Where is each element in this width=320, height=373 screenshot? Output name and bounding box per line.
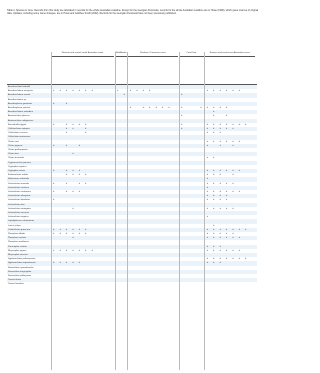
species-name: Ischnochiton elongatus — [8, 195, 31, 198]
presence-mark: + — [65, 227, 68, 231]
species-name: Acanthopleura gemmata — [8, 102, 32, 105]
presence-mark: + — [238, 227, 241, 231]
presence-mark: + — [238, 139, 241, 143]
presence-mark: + — [72, 261, 74, 265]
species-name: Ischnochiton australis — [8, 182, 30, 185]
column-header — [245, 60, 248, 83]
presence-mark: + — [161, 106, 164, 109]
presence-mark: + — [225, 127, 228, 130]
species-name: Chiton jugosus — [8, 144, 23, 147]
column-header — [149, 60, 152, 83]
presence-mark: + — [225, 257, 228, 261]
species-name: Ischnochiton virgatus — [8, 216, 29, 219]
species-name: Chiton coxi — [8, 140, 19, 143]
presence-mark: + — [78, 232, 81, 235]
presence-mark: + — [206, 194, 209, 198]
species-name: Callistochiton antiquus — [8, 128, 30, 130]
presence-mark: + — [206, 227, 209, 231]
presence-mark: + — [59, 89, 61, 93]
presence-mark: + — [53, 261, 55, 265]
presence-mark: + — [219, 127, 221, 130]
presence-mark: + — [181, 106, 183, 109]
presence-mark: + — [232, 248, 234, 252]
presence-mark: + — [232, 236, 234, 240]
species-name: Cryptoconchus porosus — [8, 161, 31, 164]
column-header — [181, 60, 184, 83]
presence-mark: + — [213, 156, 215, 160]
column-divider — [204, 52, 205, 370]
presence-mark: + — [219, 139, 221, 143]
presence-mark: + — [72, 122, 74, 126]
presence-mark: + — [213, 173, 215, 177]
column-group-label: Northern / Furneaux coast — [128, 52, 178, 57]
column-header — [155, 60, 158, 83]
presence-mark: + — [219, 244, 221, 248]
species-name: Acanthochitona sp. — [8, 98, 27, 101]
presence-mark: + — [219, 173, 221, 177]
presence-mark: + — [53, 143, 55, 147]
presence-mark: + — [65, 143, 68, 147]
presence-mark: + — [213, 190, 215, 193]
presence-mark: + — [53, 181, 55, 185]
column-header — [110, 60, 113, 83]
presence-mark: + — [168, 106, 170, 109]
column-header — [91, 60, 94, 83]
presence-mark: + — [206, 257, 209, 261]
presence-mark: + — [219, 198, 221, 202]
presence-mark: + — [219, 181, 221, 185]
presence-mark: + — [72, 227, 74, 231]
presence-mark: + — [65, 89, 68, 93]
presence-mark: + — [232, 89, 234, 93]
species-name: Sypharochiton pelliserpentis — [8, 258, 36, 261]
presence-mark: + — [65, 181, 68, 185]
presence-mark: + — [65, 190, 68, 193]
column-header — [238, 60, 241, 83]
presence-mark: + — [78, 261, 81, 265]
presence-mark: + — [206, 177, 209, 181]
presence-mark: + — [225, 89, 228, 93]
presence-mark: + — [59, 261, 61, 265]
presence-mark: + — [225, 106, 228, 109]
species-name: Ischnochiton lineolatus — [8, 199, 31, 202]
presence-mark: + — [136, 89, 138, 93]
presence-mark: + — [232, 232, 234, 235]
species-name: Poneroplax costata — [8, 245, 27, 248]
presence-mark: + — [78, 173, 81, 177]
presence-mark: + — [206, 143, 209, 147]
presence-mark: + — [206, 131, 209, 135]
column-header — [161, 60, 164, 83]
presence-mark: + — [219, 131, 221, 135]
presence-mark: + — [225, 248, 228, 252]
presence-mark: + — [213, 223, 215, 227]
presence-mark: + — [225, 181, 228, 185]
column-group-label: Western and central south Australian coast — [51, 52, 114, 57]
presence-mark: + — [65, 122, 68, 126]
presence-mark: + — [213, 198, 215, 202]
presence-mark: + — [232, 173, 234, 177]
species-name: Cryptoplax striata — [8, 170, 26, 172]
presence-mark: + — [78, 181, 81, 185]
presence-mark: + — [225, 206, 228, 210]
presence-mark: + — [72, 236, 74, 240]
presence-mark: + — [225, 194, 228, 198]
presence-mark: + — [91, 248, 93, 252]
presence-mark: + — [59, 232, 61, 235]
column-header — [123, 60, 126, 83]
presence-mark: + — [219, 122, 221, 126]
species-name: Plaxiphora albida — [8, 233, 25, 235]
species-name: Stenochiton cymodocealis — [8, 266, 34, 269]
presence-mark: + — [206, 236, 209, 240]
presence-mark: + — [78, 89, 81, 93]
column-header — [187, 60, 190, 83]
presence-mark: + — [65, 131, 68, 135]
presence-mark: + — [245, 257, 247, 261]
presence-mark: + — [238, 190, 241, 193]
species-name: Tonicia lineolata — [8, 283, 24, 286]
presence-mark: + — [72, 152, 74, 156]
presence-mark: + — [219, 190, 221, 193]
presence-mark: + — [213, 131, 215, 135]
presence-mark: + — [232, 127, 234, 130]
presence-mark: + — [232, 181, 234, 185]
table-body — [7, 85, 257, 370]
column-divider — [127, 52, 128, 370]
presence-mark: + — [225, 227, 228, 231]
species-name: Bassethullia glypta — [8, 123, 27, 126]
presence-mark: + — [142, 89, 145, 93]
presence-mark: + — [219, 257, 221, 261]
presence-mark: + — [53, 169, 55, 172]
presence-mark: + — [65, 101, 68, 105]
presence-mark: + — [206, 190, 209, 193]
presence-mark: + — [225, 198, 228, 202]
presence-mark: + — [232, 122, 234, 126]
column-header — [136, 60, 139, 83]
table-row — [7, 282, 257, 286]
presence-mark: + — [85, 131, 87, 135]
presence-mark: + — [225, 169, 228, 172]
presence-mark: + — [219, 89, 221, 93]
presence-mark: + — [78, 169, 81, 172]
species-name: Eudoxochiton nobilis — [8, 174, 29, 177]
species-name: Stenochiton pilsbryanus — [8, 275, 32, 277]
presence-mark: + — [238, 169, 241, 172]
column-header — [65, 60, 68, 83]
species-name: Sypharochiton septentriones — [8, 262, 36, 265]
presence-mark: + — [78, 122, 81, 126]
presence-mark: + — [181, 122, 183, 126]
species-name: Acanthopleura spinosa — [8, 107, 31, 109]
presence-mark: + — [238, 257, 241, 261]
presence-mark: + — [65, 261, 68, 265]
presence-mark: + — [219, 261, 221, 265]
presence-mark: + — [213, 206, 215, 210]
column-group-label: Coral Sea — [179, 52, 204, 57]
presence-mark: + — [232, 257, 234, 261]
column-header — [129, 60, 132, 83]
presence-mark: + — [206, 89, 209, 93]
presence-mark: + — [53, 248, 55, 252]
presence-mark: + — [206, 232, 209, 235]
presence-mark: + — [213, 244, 215, 248]
presence-mark: + — [213, 139, 215, 143]
column-divider — [115, 52, 116, 370]
presence-mark: + — [72, 206, 74, 210]
presence-mark: + — [65, 248, 68, 252]
species-name: Callochiton crocinus — [8, 132, 28, 135]
presence-mark: + — [72, 190, 74, 193]
presence-mark: + — [206, 215, 209, 219]
presence-mark: + — [213, 181, 215, 185]
presence-mark: + — [78, 143, 81, 147]
presence-mark: + — [65, 173, 68, 177]
presence-mark: + — [85, 232, 87, 235]
column-group-label: Eastern and central east Australian coast — [205, 52, 255, 57]
presence-mark: + — [238, 236, 241, 240]
presence-mark: + — [206, 185, 209, 189]
presence-mark: + — [65, 232, 68, 235]
presence-mark: + — [181, 114, 183, 118]
column-divider — [179, 52, 180, 370]
column-header — [78, 60, 81, 83]
column-header — [251, 60, 254, 83]
presence-mark: + — [85, 122, 87, 126]
column-header — [142, 60, 145, 83]
presence-mark: + — [85, 89, 87, 93]
presence-mark: + — [149, 89, 151, 93]
presence-mark: + — [206, 181, 209, 185]
species-table — [7, 52, 257, 370]
presence-mark: + — [85, 173, 87, 177]
presence-mark: + — [72, 248, 74, 252]
column-header — [85, 60, 88, 83]
presence-mark: + — [142, 106, 145, 109]
species-name: Lorica volvox — [8, 224, 21, 227]
presence-mark: + — [129, 89, 132, 93]
presence-mark: + — [59, 248, 61, 252]
presence-mark: + — [219, 143, 221, 147]
presence-mark: + — [72, 232, 74, 235]
presence-mark: + — [206, 139, 209, 143]
column-header — [232, 60, 235, 83]
presence-mark: + — [232, 143, 234, 147]
column-header — [193, 60, 196, 83]
presence-mark: + — [213, 127, 215, 130]
species-name: Ischnochiton cariosus — [8, 186, 30, 189]
presence-mark: + — [85, 127, 87, 130]
presence-mark: + — [238, 248, 241, 252]
presence-mark: + — [65, 127, 68, 130]
species-name: Stenochiton longicymba — [8, 270, 32, 273]
presence-mark: + — [181, 127, 183, 130]
species-name: Acanthochiton bednalli — [8, 86, 31, 88]
presence-mark: + — [149, 106, 151, 109]
presence-mark: + — [206, 248, 209, 252]
presence-mark: + — [213, 261, 215, 265]
presence-mark: + — [225, 122, 228, 126]
presence-mark: + — [72, 169, 74, 172]
presence-mark: + — [85, 181, 87, 185]
species-name: Chiton torri — [8, 153, 19, 156]
presence-mark: + — [213, 122, 215, 126]
presence-mark: + — [213, 114, 215, 118]
species-name: Acanthochitona retrojecta — [8, 90, 33, 93]
presence-mark: + — [245, 122, 247, 126]
column-header — [97, 60, 100, 83]
presence-mark: + — [72, 173, 74, 177]
column-header — [174, 60, 177, 83]
presence-mark: + — [117, 89, 119, 93]
column-group-label: Mid-Atlantic — [115, 52, 127, 57]
column-header — [104, 60, 107, 83]
column-header — [200, 60, 203, 83]
presence-mark: + — [213, 89, 215, 93]
species-name: Ischnochiton variegatus — [8, 207, 31, 210]
presence-mark: + — [219, 206, 221, 210]
column-header — [219, 60, 222, 83]
presence-mark: + — [213, 232, 215, 235]
species-name: Amaurochiton rubiginosus — [8, 119, 34, 122]
presence-mark: + — [213, 194, 215, 198]
presence-mark: + — [219, 169, 221, 172]
presence-mark: + — [219, 227, 221, 231]
column-header — [213, 60, 216, 83]
presence-mark: + — [225, 236, 228, 240]
presence-mark: + — [78, 227, 81, 231]
presence-mark: + — [85, 227, 87, 231]
species-name: Cryptoplax mystica — [8, 165, 27, 168]
presence-mark: + — [78, 190, 81, 193]
presence-mark: + — [129, 106, 132, 109]
presence-mark: + — [53, 198, 55, 202]
presence-mark: + — [155, 106, 157, 109]
species-name: Chiton pelliserpentis — [8, 149, 28, 151]
presence-mark: + — [123, 93, 125, 97]
species-name: Amaurochiton glaucus — [8, 115, 30, 118]
presence-mark: + — [213, 106, 215, 109]
presence-mark: + — [213, 236, 215, 240]
presence-mark: + — [213, 227, 215, 231]
presence-mark: + — [206, 169, 209, 172]
presence-mark: + — [213, 248, 215, 252]
presence-mark: + — [219, 248, 221, 252]
presence-mark: + — [225, 139, 228, 143]
species-name: Ischnochiton torri — [8, 203, 25, 206]
table-caption: Table 2. Species in zone. Records from this study are tabulated in records for the whole Australian coastline. Except for the Georgian Peninsula, records for the whole Australian coastline are in Hosie (1995), which gives sources of original data. Updates, including some name changes, are in Hosie and Goldbee Smith (2002). Records for the Georgian Peninsula have not been previously published. — [7, 9, 259, 16]
presence-mark: + — [78, 248, 81, 252]
presence-mark: + — [232, 139, 234, 143]
presence-mark: + — [53, 190, 55, 193]
species-name: Ischnochiton verconis — [8, 212, 30, 214]
column-header — [168, 60, 171, 83]
presence-mark: + — [72, 89, 74, 93]
species-name: Heterozona subviridis — [8, 178, 30, 181]
species-name: Acanthochitona sueurii — [8, 94, 31, 97]
presence-mark: + — [219, 232, 221, 235]
column-header — [225, 60, 228, 83]
species-name: Onithochiton quercinus — [8, 228, 31, 231]
presence-mark: + — [65, 169, 68, 172]
presence-mark: + — [206, 106, 209, 109]
presence-mark: + — [245, 227, 247, 231]
presence-mark: + — [238, 122, 241, 126]
species-name: Plaxiphora matthewsi — [8, 241, 29, 244]
presence-mark: + — [225, 232, 228, 235]
column-header — [53, 60, 56, 83]
presence-mark: + — [53, 101, 55, 105]
presence-mark: + — [232, 227, 234, 231]
presence-mark: + — [232, 206, 234, 210]
species-name: Lepidopleurus columnarius — [8, 220, 35, 223]
presence-mark: + — [238, 89, 241, 93]
presence-mark: + — [91, 89, 93, 93]
presence-mark: + — [206, 206, 209, 210]
presence-mark: + — [206, 261, 209, 265]
species-name: Rhyssoplax venusta — [8, 254, 28, 256]
presence-mark: + — [213, 169, 215, 172]
presence-mark: + — [53, 122, 55, 126]
presence-mark: + — [206, 244, 209, 248]
column-header — [72, 60, 75, 83]
presence-mark: + — [85, 248, 87, 252]
column-divider — [51, 52, 52, 370]
presence-mark: + — [53, 232, 55, 235]
column-header — [59, 60, 62, 83]
presence-mark: + — [53, 89, 55, 93]
species-name: Callochiton mortenseni — [8, 136, 31, 139]
presence-mark: + — [72, 127, 74, 130]
species-name: Chiton tricostalis — [8, 157, 25, 160]
presence-mark: + — [213, 257, 215, 261]
species-name: Rhyssoplax jugosa — [8, 249, 27, 252]
presence-mark: + — [59, 227, 61, 231]
column-header — [206, 60, 209, 83]
presence-mark: + — [225, 190, 228, 193]
presence-mark: + — [232, 169, 234, 172]
species-name: Plaxiphora costata — [8, 237, 26, 240]
presence-mark: + — [206, 156, 209, 160]
presence-mark: + — [53, 227, 55, 231]
column-header — [117, 60, 120, 83]
presence-mark: + — [219, 106, 221, 109]
species-name: Acanthochitona zelandica — [8, 111, 33, 114]
column-header-row — [7, 58, 257, 85]
presence-mark: + — [225, 114, 228, 118]
species-name: Ischnochiton contractus — [8, 191, 31, 193]
presence-mark: + — [232, 190, 234, 193]
presence-mark: + — [206, 173, 209, 177]
presence-mark: + — [219, 194, 221, 198]
species-name: Tonicia atrata — [8, 279, 22, 282]
presence-mark: + — [213, 110, 215, 114]
presence-mark: + — [206, 122, 209, 126]
presence-mark: + — [181, 93, 183, 97]
presence-mark: + — [200, 106, 202, 109]
presence-mark: + — [206, 198, 209, 202]
presence-mark: + — [219, 236, 221, 240]
presence-mark: + — [206, 127, 209, 130]
